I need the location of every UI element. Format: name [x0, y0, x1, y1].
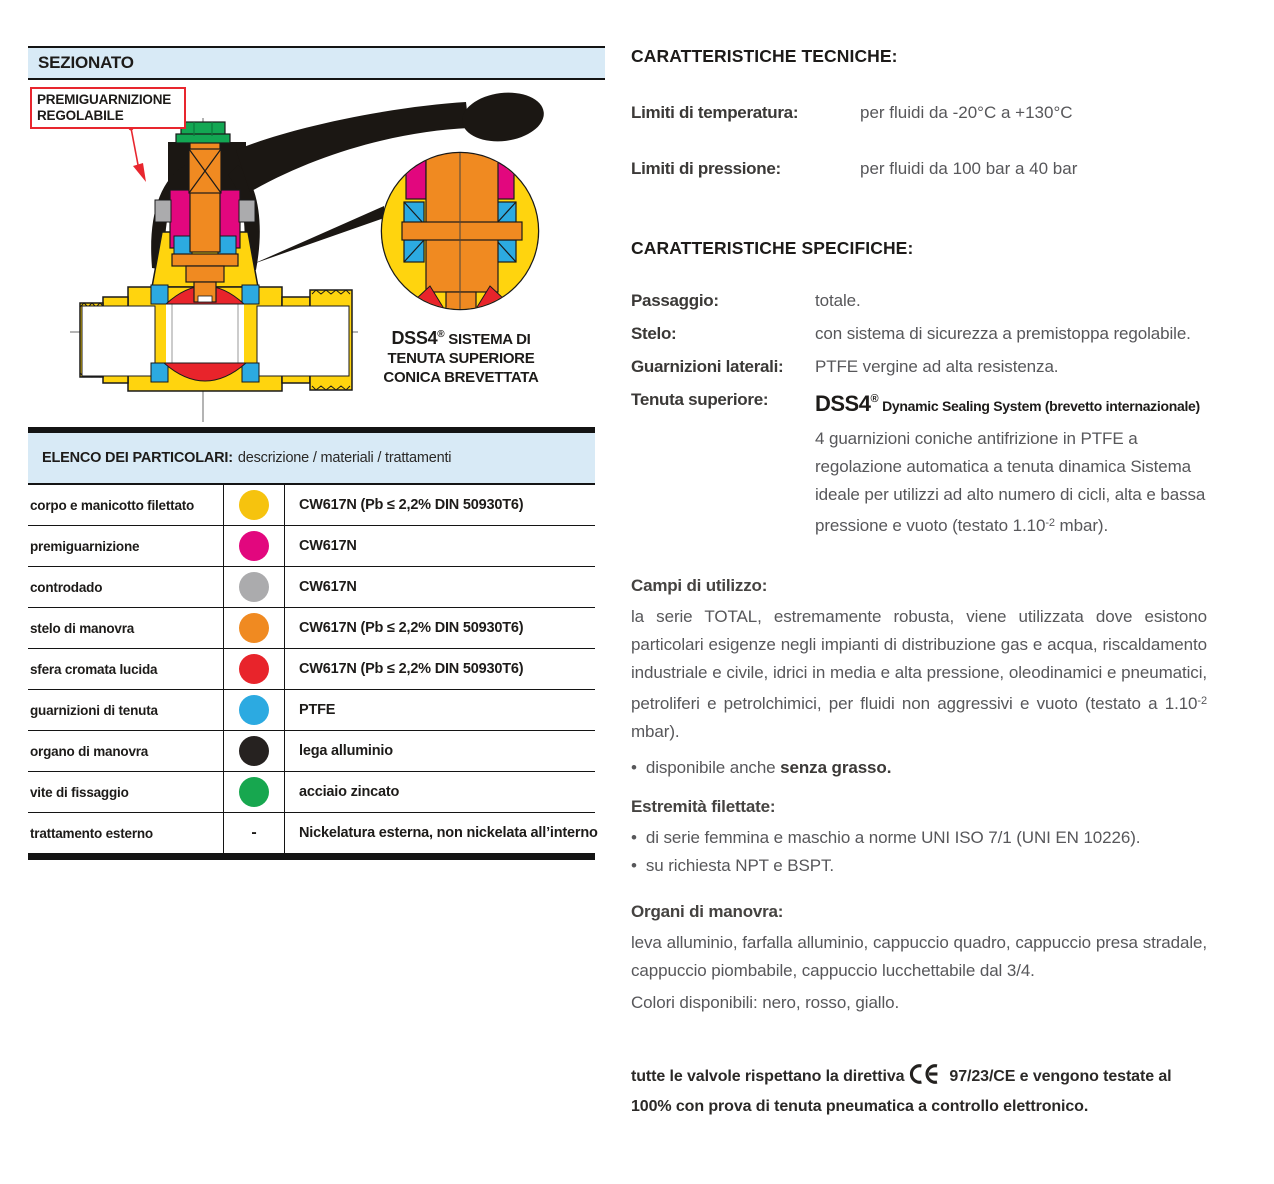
- color-dot-cell: [223, 608, 285, 648]
- footer-text-end: 97/23/CE e vengono testate al 100% con prova di tenuta pneumatica a controllo elettronico.: [631, 1068, 1172, 1115]
- part-material: PTFE: [299, 702, 336, 718]
- organi-paragraph: leva alluminio, farfalla alluminio, cappuccio quadro, cappuccio presa stradale, cappuccio piombabile, cappuccio lucchettabile dal 3/4.: [631, 933, 1207, 980]
- tenuta-superiore-label: Tenuta superiore:: [631, 390, 769, 409]
- bullet-icon: •: [631, 856, 637, 875]
- tenuta-text-end: mbar).: [1054, 516, 1109, 535]
- guarnizioni-laterali-row: [631, 350, 1211, 383]
- pressure-limits-label: Limiti di pressione:: [631, 159, 781, 178]
- section-header-label: SEZIONATO: [38, 53, 134, 72]
- table-row: [28, 649, 595, 690]
- color-dot-red: [239, 654, 269, 684]
- color-dot-cell: [223, 526, 285, 566]
- campi-text-end: mbar).: [631, 722, 680, 741]
- caption-line3: CONICA BREVETTATA: [383, 369, 539, 386]
- tenuta-superiore-value: [815, 383, 1200, 423]
- color-dot-cell: [223, 690, 285, 730]
- color-dot-green: [239, 777, 269, 807]
- organi-title: Organi di manovra:: [631, 902, 784, 921]
- bullet-text-bold: senza grasso.: [780, 758, 892, 777]
- spec-section-title: CARATTERISTICHE SPECIFICHE:: [631, 238, 914, 258]
- color-dot-cell: [223, 772, 285, 812]
- bullet-text: su richiesta NPT e BSPT.: [645, 856, 834, 875]
- part-material: acciaio zincato: [299, 784, 400, 800]
- color-dot-magenta: [239, 531, 269, 561]
- bullet-text: disponibile anche: [645, 758, 781, 777]
- footer-text-start: tutte le valvole rispettano la direttiva: [631, 1068, 905, 1085]
- color-dot-orange: [239, 613, 269, 643]
- section-header-sezionato: [28, 46, 605, 80]
- table-row: [28, 526, 595, 567]
- part-label: corpo e manicotto filettato: [30, 497, 195, 513]
- passaggio-row: [631, 284, 1211, 317]
- passaggio-label: Passaggio:: [631, 291, 719, 310]
- bullet-icon: •: [631, 828, 637, 847]
- callout-line2: REGOLABILE: [37, 108, 124, 123]
- stelo-label: Stelo:: [631, 324, 677, 343]
- temperature-limits-label: Limiti di temperatura:: [631, 103, 799, 122]
- temperature-limits-value: per fluidi da -20°C a +130°C: [860, 103, 1073, 122]
- registered-mark: ®: [870, 393, 879, 405]
- tenuta-superiore-paragraph: [815, 425, 1213, 540]
- tenuta-text: 4 guarnizioni coniche antifrizione in PTFE a regolazione automatica a tenuta dinamica Sistema ideale per utilizzi ad alto numero di cicli, alta e bassa pressione e vuoto (testato 1.10: [815, 429, 1206, 535]
- exponent: -2: [1045, 517, 1055, 529]
- exponent: -2: [1197, 695, 1207, 707]
- spec-rows: [631, 284, 1211, 540]
- color-dot-cell: [223, 567, 285, 607]
- tenuta-superiore-row: [631, 383, 1211, 423]
- dash-cell: [223, 813, 285, 853]
- table-row: [28, 567, 595, 608]
- ce-mark-icon: [908, 1063, 944, 1085]
- senza-grasso-bullet: [631, 754, 1211, 782]
- part-label: controdado: [30, 579, 103, 595]
- part-label: premiguarnizione: [30, 538, 140, 554]
- color-dot-blue: [239, 695, 269, 725]
- table-row: [28, 772, 595, 813]
- ce-directive-note: [631, 1062, 1211, 1122]
- color-dot-yellow: [239, 490, 269, 520]
- estremita-filettate-section: [631, 795, 1211, 880]
- dss4-brand: DSS4: [815, 391, 871, 416]
- campi-text: la serie TOTAL, estremamente robusta, viene utilizzata dove esistono particolari esigenze negli impianti di distribuzione gas e acqua, riscaldamento industriale e civile, idrici in media e alta pressione, oleodinamici e pneumatici, petroliferi e petrolchimici, per fluidi non aggressivi e vuoto (testato a 1.10: [631, 607, 1207, 713]
- dss4-label: DSS4: [391, 328, 438, 348]
- pressure-limits-value: per fluidi da 100 bar a 40 bar: [860, 159, 1078, 178]
- caption-line2: TENUTA SUPERIORE: [387, 350, 535, 367]
- part-material: CW617N (Pb ≤ 2,2% DIN 50930T6): [299, 661, 524, 677]
- parts-table-header: [28, 433, 595, 485]
- table-row: [28, 485, 595, 526]
- part-label: vite di fissaggio: [30, 784, 129, 800]
- dss4-description: Dynamic Sealing System (brevetto internazionale): [878, 398, 1200, 414]
- temperature-limits-row: [631, 101, 1211, 125]
- color-dot-black: [239, 736, 269, 766]
- table-title: ELENCO DEI PARTICOLARI:: [42, 450, 233, 466]
- color-dot-cell: [223, 649, 285, 689]
- ball-bore: [166, 304, 244, 363]
- table-bottom-bar: [28, 854, 595, 860]
- registered-mark: ®: [437, 329, 445, 340]
- campi-di-utilizzo-section: [631, 574, 1211, 782]
- detail-pointer: [253, 206, 384, 264]
- dash-mark: -: [251, 824, 257, 841]
- table-subtitle: descrizione / materiali / trattamenti: [237, 450, 452, 466]
- table-row: [28, 690, 595, 731]
- table-row: [28, 608, 595, 649]
- estremita-bullet-2: [631, 852, 1211, 880]
- guarnizioni-laterali-label: Guarnizioni laterali:: [631, 357, 784, 376]
- callout-arrow: [129, 126, 147, 183]
- part-label: stelo di manovra: [30, 620, 135, 636]
- estremita-bullet-1: [631, 824, 1211, 852]
- premiguarnizione-callout: [30, 87, 186, 129]
- callout-line1: PREMIGUARNIZIONE: [37, 92, 172, 107]
- table-row: [28, 813, 598, 854]
- stelo-value: con sistema di sicurezza a premistoppa regolabile.: [815, 324, 1191, 343]
- part-label: sfera cromata lucida: [30, 661, 158, 677]
- table-row: [28, 731, 595, 772]
- bullet-icon: •: [631, 758, 637, 777]
- part-label: guarnizioni di tenuta: [30, 702, 158, 718]
- part-material: Nickelatura esterna, non nickelata all’interno: [299, 825, 598, 841]
- color-dot-cell: [223, 485, 285, 525]
- colori-line: Colori disponibili: nero, rosso, giallo.: [631, 993, 900, 1012]
- part-material: lega alluminio: [299, 743, 393, 759]
- dss4-detail-caption: [372, 325, 550, 387]
- caption-line1: SISTEMA DI: [444, 331, 531, 348]
- part-label: organo di manovra: [30, 743, 149, 759]
- part-material: CW617N (Pb ≤ 2,2% DIN 50930T6): [299, 497, 524, 513]
- part-material: CW617N: [299, 538, 357, 554]
- tech-section-title: CARATTERISTICHE TECNICHE:: [631, 46, 898, 66]
- color-dot-gray: [239, 572, 269, 602]
- pressure-limits-row: [631, 157, 1211, 181]
- stelo-row: [631, 317, 1211, 350]
- part-label: trattamento esterno: [30, 825, 153, 841]
- part-material: CW617N: [299, 579, 357, 595]
- estremita-title: Estremità filettate:: [631, 797, 776, 816]
- passaggio-value: totale.: [815, 291, 861, 310]
- campi-title: Campi di utilizzo:: [631, 576, 768, 595]
- campi-paragraph: [631, 603, 1207, 746]
- guarnizioni-laterali-value: PTFE vergine ad alta resistenza.: [815, 357, 1059, 376]
- bullet-text: di serie femmina e maschio a norme UNI ISO 7/1 (UNI EN 10226).: [645, 828, 1141, 847]
- parts-table: [28, 427, 598, 860]
- part-material: CW617N (Pb ≤ 2,2% DIN 50930T6): [299, 620, 524, 636]
- organi-di-manovra-section: [631, 900, 1211, 1017]
- color-dot-cell: [223, 731, 285, 771]
